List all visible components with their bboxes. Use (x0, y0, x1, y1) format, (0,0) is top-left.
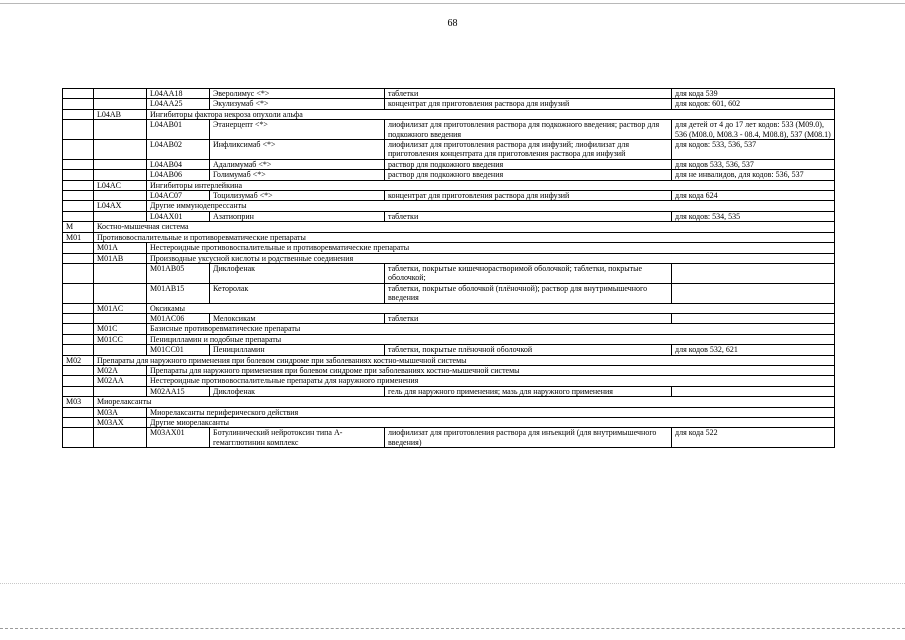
level1-code-cell (63, 283, 94, 303)
table-row (63, 120, 835, 140)
group-code-cell (94, 159, 147, 169)
table-row (63, 428, 835, 448)
level1-code-cell (63, 263, 94, 283)
section-title-cell: Миорелаксанты (94, 397, 835, 407)
drug-name-cell: Инфликсимаб <*> (210, 140, 385, 160)
drug-name-cell: Тоцилизумаб <*> (210, 191, 385, 201)
group-title-cell: Производные уксусной кислоты и родственные соединения (147, 253, 835, 263)
drug-table-body (63, 89, 835, 448)
note-cell: для кодов 533, 536, 537 (672, 159, 835, 169)
dosage-form-cell: таблетки (385, 89, 672, 99)
atc-code-cell: L04AC07 (147, 191, 210, 201)
table-row (63, 303, 835, 313)
table-row (63, 334, 835, 344)
group-title-cell: Ингибиторы фактора некроза опухоли альфа (147, 109, 835, 119)
atc-code-cell: L04AA25 (147, 99, 210, 109)
group-code-cell (94, 345, 147, 355)
note-cell (672, 386, 835, 396)
level1-code-cell (63, 211, 94, 221)
drug-name-cell: Экулизумаб <*> (210, 99, 385, 109)
group-code-cell (94, 120, 147, 140)
table-row (63, 89, 835, 99)
table-row (63, 253, 835, 263)
table-row (63, 243, 835, 253)
table-row (63, 386, 835, 396)
group-code-cell: L04AX (94, 201, 147, 211)
atc-code-cell: L04AA18 (147, 89, 210, 99)
dosage-form-cell: таблетки, покрытые кишечнорастворимой оболочкой; таблетки, покрытые оболочкой; (385, 263, 672, 283)
table-row (63, 376, 835, 386)
group-title-cell: Другие миорелаксанты (147, 418, 835, 428)
group-title-cell: Нестероидные противовоспалительные препараты для наружного применения (147, 376, 835, 386)
dosage-form-cell: лиофилизат для приготовления раствора для подкожного введения; раствор для подкожного введения (385, 120, 672, 140)
group-code-cell: L04AC (94, 180, 147, 190)
dosage-form-cell: лиофилизат для приготовления раствора для инфузий; лиофилизат для приготовления концентрата для приготовления раствора для инфузий (385, 140, 672, 160)
table-row (63, 407, 835, 417)
group-code-cell (94, 140, 147, 160)
drug-table (62, 88, 835, 448)
drug-name-cell: Диклофенак (210, 263, 385, 283)
table-row (63, 222, 835, 232)
level1-code-cell (63, 89, 94, 99)
group-code-cell: M02A (94, 365, 147, 375)
drug-name-cell: Диклофенак (210, 386, 385, 396)
group-code-cell (94, 191, 147, 201)
table-row (63, 191, 835, 201)
atc-code-cell: M02AA15 (147, 386, 210, 396)
table-row (63, 324, 835, 334)
dosage-form-cell: гель для наружного применения; мазь для наружного применения (385, 386, 672, 396)
drug-name-cell: Эверолимус <*> (210, 89, 385, 99)
level1-code-cell (63, 386, 94, 396)
level1-code-cell (63, 170, 94, 180)
dosage-form-cell: раствор для подкожного введения (385, 159, 672, 169)
table-row (63, 418, 835, 428)
level1-code-cell (63, 109, 94, 119)
table-row (63, 109, 835, 119)
group-code-cell (94, 99, 147, 109)
group-code-cell: M01AC (94, 303, 147, 313)
note-cell: для кода 522 (672, 428, 835, 448)
group-title-cell: Миорелаксанты периферического действия (147, 407, 835, 417)
table-row (63, 180, 835, 190)
atc-code-cell: L04AB01 (147, 120, 210, 140)
atc-code-cell: L04AB04 (147, 159, 210, 169)
group-code-cell (94, 283, 147, 303)
atc-code-cell: M01CC01 (147, 345, 210, 355)
section-title-cell: Противовоспалительные и противоревматические препараты (94, 232, 835, 242)
dosage-form-cell: лиофилизат для приготовления раствора для инъекций (для внутримышечного введения) (385, 428, 672, 448)
level1-code-cell: M (63, 222, 94, 232)
note-cell: для кодов: 534, 535 (672, 211, 835, 221)
group-title-cell: Ингибиторы интерлейкина (147, 180, 835, 190)
level1-code-cell (63, 376, 94, 386)
page-number: 68 (447, 18, 458, 29)
note-cell: для кодов 532, 621 (672, 345, 835, 355)
level1-code-cell (63, 120, 94, 140)
level1-code-cell (63, 418, 94, 428)
dosage-form-cell: раствор для подкожного введения (385, 170, 672, 180)
group-code-cell (94, 89, 147, 99)
note-cell: для кодов: 533, 536, 537 (672, 140, 835, 160)
group-code-cell (94, 211, 147, 221)
scan-edge-top (0, 3, 905, 4)
note-cell: для детей от 4 до 17 лет кодов: 533 (M09.0), 536 (M08.0, M08.3 - 08.4, M08.8), 537 (M08.1) (672, 120, 835, 140)
atc-code-cell: L04AB06 (147, 170, 210, 180)
level1-code-cell (63, 99, 94, 109)
table-row (63, 345, 835, 355)
group-title-cell: Другие иммунодепрессанты (147, 201, 835, 211)
dosage-form-cell: таблетки (385, 211, 672, 221)
level1-code-cell (63, 191, 94, 201)
level1-code-cell: M02 (63, 355, 94, 365)
table-row (63, 313, 835, 323)
level1-code-cell: M03 (63, 397, 94, 407)
level1-code-cell (63, 428, 94, 448)
note-cell (672, 313, 835, 323)
group-title-cell: Базисные противоревматические препараты (147, 324, 835, 334)
group-code-cell (94, 313, 147, 323)
atc-code-cell: L04AX01 (147, 211, 210, 221)
scan-edge-mid (0, 583, 905, 584)
atc-code-cell: L04AB02 (147, 140, 210, 160)
dosage-form-cell: концентрат для приготовления раствора для инфузий (385, 191, 672, 201)
table-row (63, 211, 835, 221)
group-code-cell (94, 170, 147, 180)
table-row (63, 170, 835, 180)
scan-edge-bottom (0, 628, 905, 629)
table-row (63, 263, 835, 283)
group-code-cell: L04AB (94, 109, 147, 119)
group-code-cell: M03AX (94, 418, 147, 428)
level1-code-cell (63, 407, 94, 417)
note-cell: для не инвалидов, для кодов: 536, 537 (672, 170, 835, 180)
section-title-cell: Препараты для наружного применения при болевом синдроме при заболеваниях костно-мышечной системы (94, 355, 835, 365)
level1-code-cell (63, 253, 94, 263)
level1-code-cell: M01 (63, 232, 94, 242)
drug-name-cell: Пеницилламин (210, 345, 385, 355)
level1-code-cell (63, 159, 94, 169)
group-code-cell: M02AA (94, 376, 147, 386)
section-title-cell: Костно-мышечная система (94, 222, 835, 232)
level1-code-cell (63, 334, 94, 344)
group-code-cell: M01AB (94, 253, 147, 263)
group-code-cell (94, 428, 147, 448)
level1-code-cell (63, 303, 94, 313)
level1-code-cell (63, 180, 94, 190)
level1-code-cell (63, 345, 94, 355)
table-row (63, 159, 835, 169)
note-cell: для кодов: 601, 602 (672, 99, 835, 109)
group-code-cell: M03A (94, 407, 147, 417)
level1-code-cell (63, 243, 94, 253)
drug-name-cell: Кеторолак (210, 283, 385, 303)
level1-code-cell (63, 313, 94, 323)
atc-code-cell: M01AC06 (147, 313, 210, 323)
group-title-cell: Нестероидные противовоспалительные и противоревматические препараты (147, 243, 835, 253)
group-title-cell: Пеницилламин и подобные препараты (147, 334, 835, 344)
drug-name-cell: Мелоксикам (210, 313, 385, 323)
dosage-form-cell: концентрат для приготовления раствора для инфузий (385, 99, 672, 109)
atc-code-cell: M01AB15 (147, 283, 210, 303)
drug-name-cell: Этанерцепт <*> (210, 120, 385, 140)
group-title-cell: Оксикамы (147, 303, 835, 313)
note-cell: для кода 624 (672, 191, 835, 201)
drug-name-cell: Ботулинический нейротоксин типа А-гемагглютинин комплекс (210, 428, 385, 448)
note-cell (672, 263, 835, 283)
atc-code-cell: M01AB05 (147, 263, 210, 283)
table-row (63, 355, 835, 365)
group-code-cell: M01CC (94, 334, 147, 344)
note-cell (672, 283, 835, 303)
table-row (63, 397, 835, 407)
level1-code-cell (63, 365, 94, 375)
table-row (63, 232, 835, 242)
table-row (63, 201, 835, 211)
level1-code-cell (63, 201, 94, 211)
drug-name-cell: Голимумаб <*> (210, 170, 385, 180)
group-code-cell (94, 386, 147, 396)
group-code-cell: M01A (94, 243, 147, 253)
level1-code-cell (63, 324, 94, 334)
drug-name-cell: Азатиоприн (210, 211, 385, 221)
table-row (63, 365, 835, 375)
group-title-cell: Препараты для наружного применения при болевом синдроме при заболеваниях костно-мышечной системы (147, 365, 835, 375)
dosage-form-cell: таблетки, покрытые плёночной оболочкой (385, 345, 672, 355)
note-cell: для кода 539 (672, 89, 835, 99)
group-code-cell (94, 263, 147, 283)
atc-code-cell: M03AX01 (147, 428, 210, 448)
group-code-cell: M01C (94, 324, 147, 334)
table-row (63, 283, 835, 303)
drug-name-cell: Адалимумаб <*> (210, 159, 385, 169)
dosage-form-cell: таблетки, покрытые оболочкой (плёночной); раствор для внутримышечного введения (385, 283, 672, 303)
table-row (63, 140, 835, 160)
dosage-form-cell: таблетки (385, 313, 672, 323)
table-row (63, 99, 835, 109)
level1-code-cell (63, 140, 94, 160)
